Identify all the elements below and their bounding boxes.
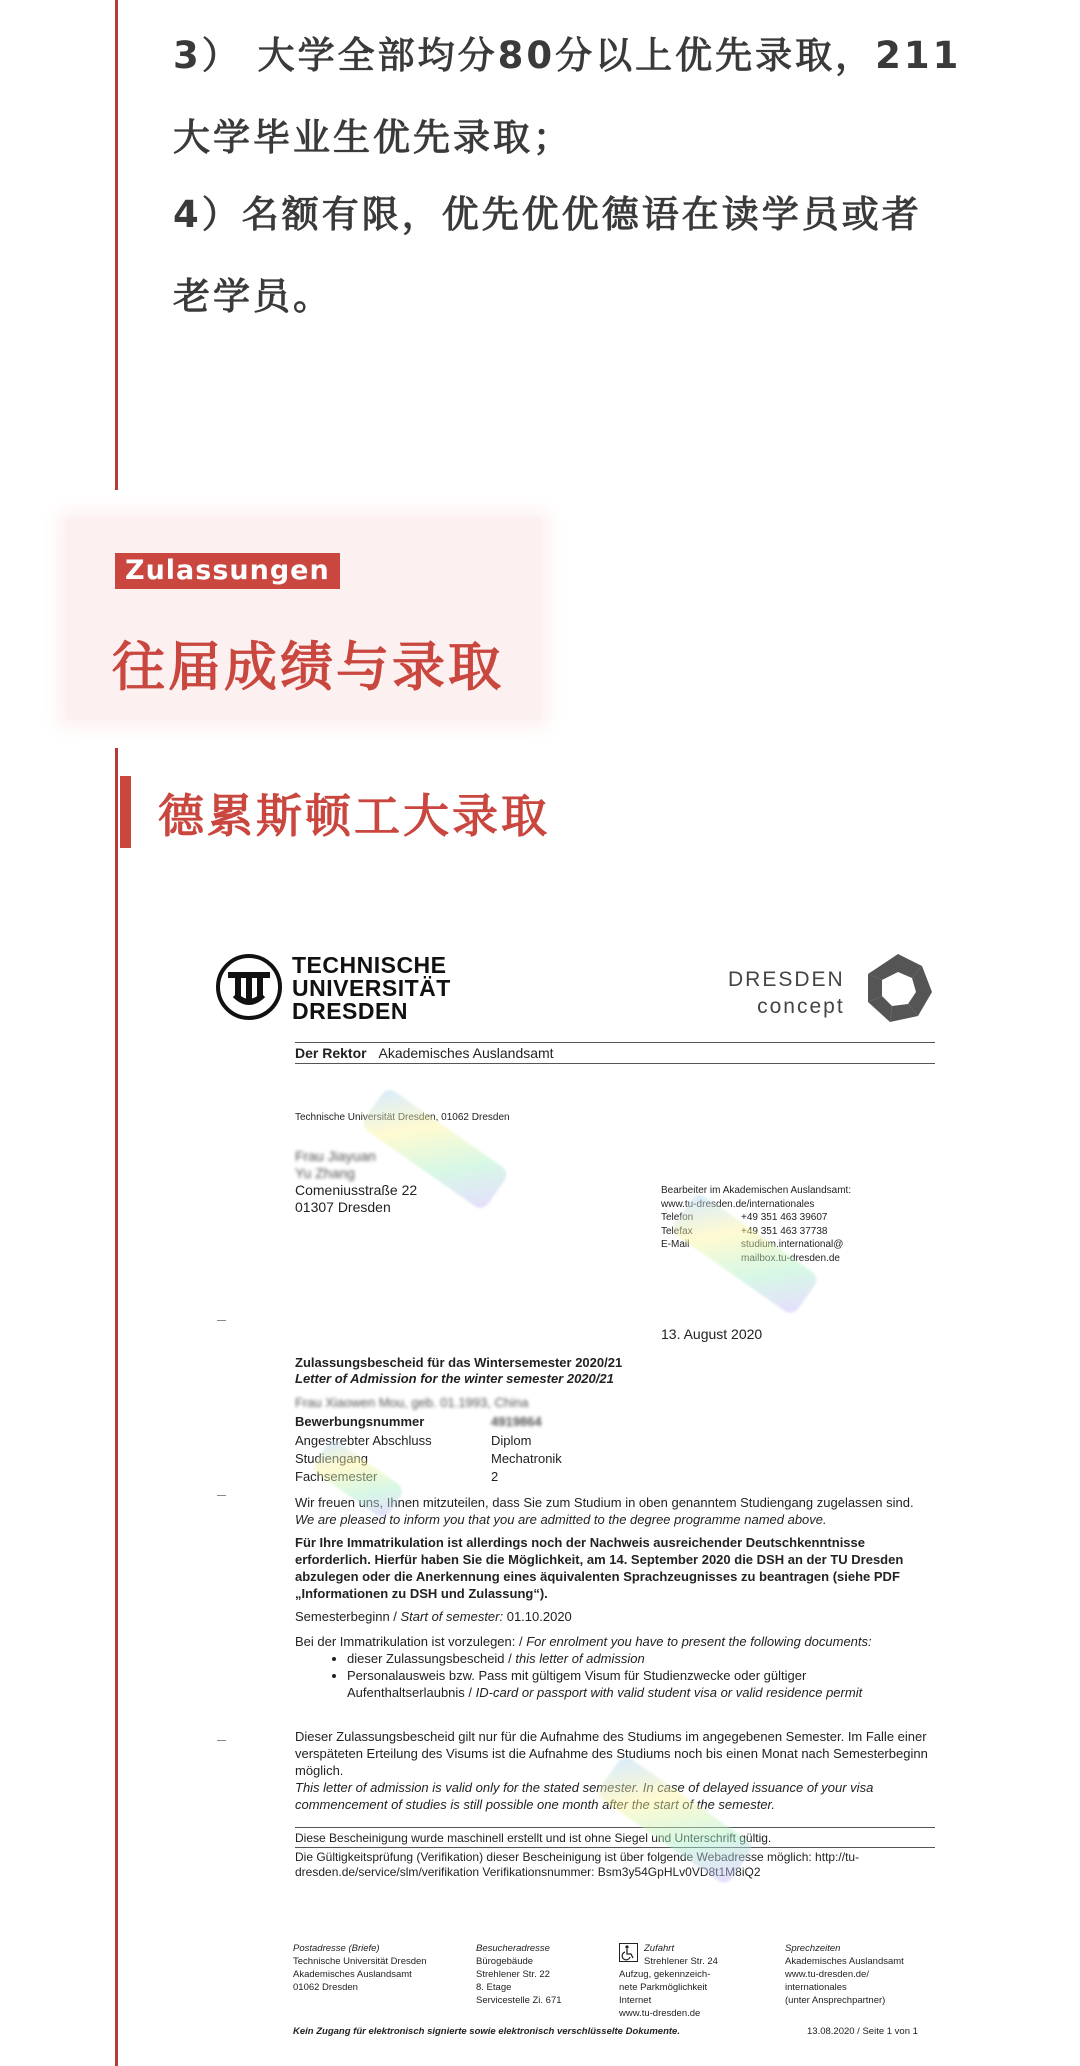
app-no-value: 4919864 [491,1414,542,1429]
subject-de: Zulassungsbescheid für das Wintersemester 2020/21 [295,1355,623,1370]
footer-col2-line: 8. Etage [476,1982,512,1993]
intro-list [173,15,973,338]
footer-col3-title: Zufahrt [644,1943,675,1954]
section-title: 往届成绩与录取 [112,637,504,698]
footer-col1-title: Postadresse (Briefe) [293,1943,380,1954]
intro-item-3-line1: 3） 大学全部均分80分以上优先录取，211 [173,34,962,77]
dresden-concept-logo-icon [862,952,934,1024]
paragraph-language: Für Ihre Immatrikulation ist allerdings noch der Nachweis ausreichender Deutschkenntnisse erforderlich. Hierfür haben Sie die Möglichkeit, am 14. September 2020 die DSH an der TU Dresden abzulegen oder die Anerkennung eines äquivalenten Sprachzeugnisses zu beantragen (siehe PDF „Informationen zu DSH und Zulassung“). [295,1535,904,1601]
section-tag: Zulassungen [115,553,340,589]
footer-access [644,1942,718,1968]
semester-value: 2 [491,1469,499,1484]
footer-col2-line: Servicestelle Zi. 671 [476,1995,562,2006]
sender-line: Technische Universität Dresden, 01062 Dresden [295,1112,510,1123]
wheelchair-access-icon [619,1943,638,1962]
contact-url: www.tu-dresden.de/internationales [661,1198,815,1210]
fax-value: +49 351 463 37738 [741,1225,828,1237]
recipient-name-2: Yu Zhang [295,1165,355,1181]
letter-date: 13. August 2020 [661,1326,763,1342]
doc-item-2 [347,1667,935,1701]
recipient-street: Comeniusstraße 22 [295,1182,418,1198]
footer-col3-line: Internet [619,1995,652,2006]
header-rektor: Der Rektor [295,1045,367,1061]
semester-label: Fachsemester [295,1469,378,1484]
docs-intro-en: For enrolment you have to present the following documents: [526,1634,872,1649]
header-office: Akademisches Auslandsamt [378,1045,554,1061]
documents-required [295,1633,935,1701]
intro-item-4-line2: 老学员。 [173,275,333,318]
recipient-address [295,1148,417,1216]
admission-letter [195,920,955,2060]
intro-item-4-line1: 4）名额有限，优先优优德语在读学员或者 [173,193,922,236]
concept-line-1: DRESDEN [728,968,845,991]
footer-bottom-note: Kein Zugang für elektronisch signierte sowie elektronisch verschlüsselte Dokumente. [293,2026,680,2037]
header-rule-bottom [295,1063,935,1064]
email-value-2: mailbox.tu-dresden.de [741,1252,840,1264]
footer-col1-line: Technische Universität Dresden [293,1956,427,1967]
page-info: 13.08.2020 / Seite 1 von 1 [807,2026,918,2037]
header-rule-top [295,1042,935,1043]
accent-line-top [115,0,118,490]
footer-col1-line: 01062 Dresden [293,1982,358,1993]
footer-col4-line: www.tu-dresden.de/ [785,1969,869,1980]
footer-col3-line: Strehlener Str. 24 [644,1956,718,1967]
accent-line-bottom [115,748,118,2066]
doc2-en: ID-card or passport with valid student visa or valid residence permit [475,1685,863,1700]
fold-mark-2 [217,1495,226,1496]
footer-col4-title: Sprechzeiten [785,1943,841,1954]
email-label: E-Mail [661,1239,690,1250]
tel-value: +49 351 463 39607 [741,1212,828,1223]
subject-en: Letter of Admission for the winter semester 2020/21 [295,1371,614,1386]
para3-de: Dieser Zulassungsbescheid gilt nur für die Aufnahme des Studiums im angegebenen Semester. Im Falle einer verspäteten Erteilung des Visums ist die Aufnahme des Studiums noch bis einen Monat nach Semesterbeginn möglich. [295,1729,928,1778]
concept-line-2: concept [757,995,845,1018]
sem-start-en: Start of semester: [400,1609,504,1624]
recipient-city: 01307 Dresden [295,1199,391,1215]
subsection-marker [120,776,131,848]
footer-col3-line: nete Parkmöglichkeit [619,1982,708,1993]
footer-postal [293,1942,427,1994]
footer-col3-line: Aufzug, gekennzeich- [619,1969,711,1980]
sem-start-de: Semesterbeginn / [295,1609,401,1624]
program-label: Studiengang [295,1451,369,1466]
semester-start [295,1608,572,1625]
tel-label: Telefon [661,1212,694,1223]
sem-start-value: 01.10.2020 [503,1609,572,1624]
dresden-concept-wordmark [728,966,845,1020]
tu-dresden-logo-icon [215,953,283,1021]
email-value-1: studium.international@ [741,1239,844,1250]
fax-label: Telefax [661,1225,693,1237]
docs-intro-de: Bei der Immatrikulation ist vorzulegen: / [295,1634,527,1649]
footer-visitor [476,1942,562,2007]
fold-mark-3 [217,1740,226,1741]
machine-note-rule-top [295,1827,935,1828]
footer-col4-line: (unter Ansprechpartner) [785,1995,886,2006]
para3-en: This letter of admission is valid only for the stated semester. In case of delayed issuance of your visa commencement of studies is still possible one month after the start of the semester. [295,1780,874,1812]
recipient-name: Frau Jiayuan [295,1148,376,1164]
footer-col1-line: Akademisches Auslandsamt [293,1969,412,1980]
doc2-de: Personalausweis bzw. Pass mit gültigem Visum für Studienzwecke oder gültiger Aufenthaltserlaubnis / [347,1668,807,1700]
footer-col2-title: Besucheradresse [476,1943,550,1954]
wordmark-line-2: UNIVERSITÄT [292,975,451,1001]
doc-item-1 [347,1650,935,1667]
footer-col4-line: Akademisches Auslandsamt [785,1956,904,1967]
footer-col4-line: internationales [785,1982,847,1993]
wordmark-line-3: DRESDEN [292,998,408,1024]
fold-mark-1 [217,1320,226,1321]
degree-label: Angestrebter Abschluss [295,1433,432,1448]
footer-office-hours [785,1942,904,2007]
intro-item-3-line2: 大学毕业生优先录取； [173,116,573,159]
para1-en: We are pleased to inform you that you are admitted to the degree programme named above. [295,1512,827,1527]
program-value: Mechatronik [491,1451,562,1466]
footer-access-details [619,1968,710,2020]
verification-note: Die Gültigkeitsprüfung (Verifikation) dieser Bescheinigung ist über folgende Webadresse möglich: http://tu-dresden.de/service/slm/verifikation Verifikationsnummer: Bsm3y54GpHLv0VD8t1M8iQ2 [295,1850,860,1879]
para1-de: Wir freuen uns, Ihnen mitzuteilen, dass Sie zum Studium in oben genanntem Studiengang zugelassen sind. [295,1495,914,1510]
subsection-title: 德累斯顿工大录取 [158,789,550,843]
wordmark-line-1: TECHNISCHE [292,952,447,978]
applicant-line: Frau Xiaowen Mou, geb. 01.1993, China [295,1395,529,1410]
tu-dresden-wordmark [292,954,451,1023]
app-no-label: Bewerbungsnummer [295,1414,425,1429]
degree-value: Diplom [491,1433,532,1448]
doc1-en: this letter of admission [515,1651,645,1666]
doc1-de: dieser Zulassungsbescheid / [347,1651,516,1666]
footer-col2-line: Bürogebäude [476,1956,534,1967]
machine-note-rule-bottom [295,1847,935,1848]
footer-col3-line: www.tu-dresden.de [619,2008,701,2019]
footer-col2-line: Strehlener Str. 22 [476,1969,550,1980]
contact-label: Bearbeiter im Akademischen Auslandsamt: [661,1185,852,1196]
machine-note: Diese Bescheinigung wurde maschinell erstellt und ist ohne Siegel und Unterschrift gültig. [295,1831,772,1845]
letter-header [295,1045,554,1062]
